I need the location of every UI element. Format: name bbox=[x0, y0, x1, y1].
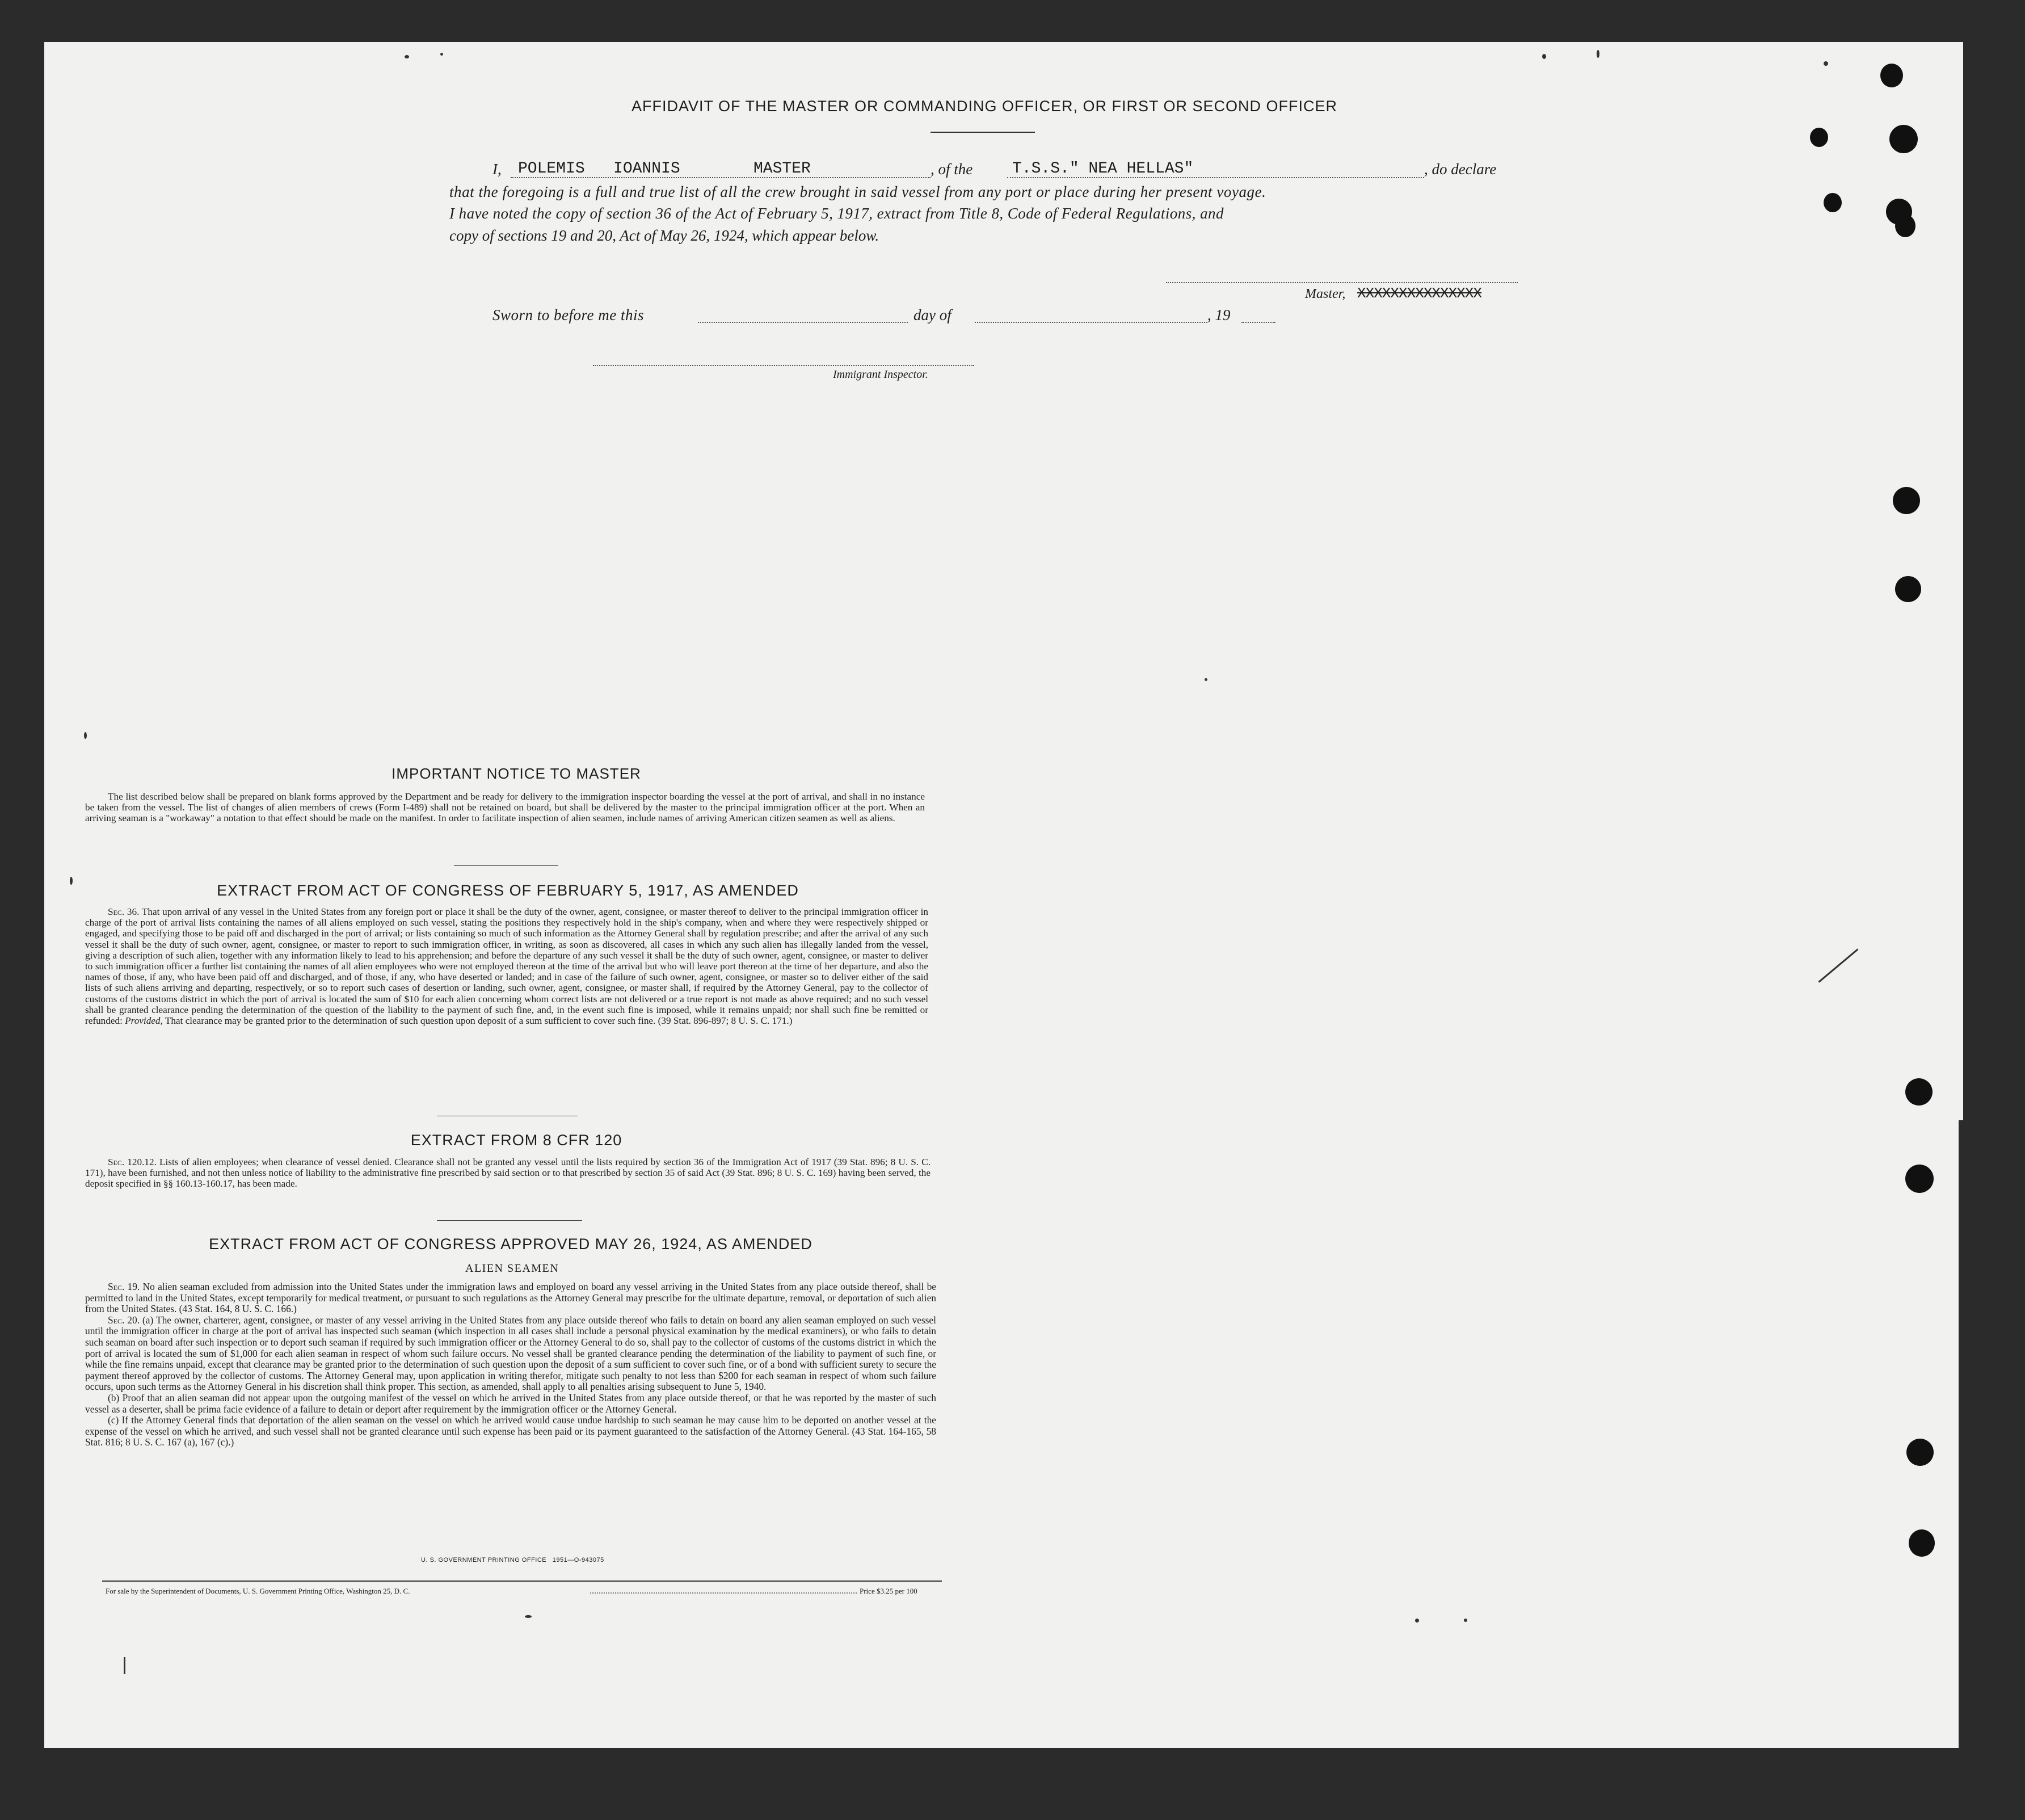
punch-hole bbox=[1906, 1439, 1934, 1466]
punch-hole bbox=[1880, 64, 1903, 87]
extract-1924-heading: EXTRACT FROM ACT OF CONGRESS APPROVED MAY 26, 1924, AS AMENDED bbox=[209, 1235, 812, 1252]
section-20c-text: (c) If the Attorney General finds that deportation of the alien seaman on the vessel on which he arrived would cause undue hardship to such seaman he may cause him to be deported on another vessel at the expense of the vessel on which he arrived, and such vessel shall not be granted clearance until such expense has been paid or its payment guaranteed to the satisfaction of the Attorney General. (43 Stat. 164-165, 58 Stat. 816; 8 U. S. C. 167 (a), 167 (c).) bbox=[85, 1414, 936, 1448]
speck bbox=[440, 53, 443, 56]
punch-hole bbox=[1905, 1078, 1933, 1106]
master-signature-line bbox=[1166, 282, 1518, 283]
punch-hole bbox=[1909, 1529, 1935, 1557]
section-120-label: Sec. 120.12. bbox=[108, 1157, 157, 1167]
extract-1917-text bbox=[85, 906, 928, 1026]
section-120-text: Lists of alien employees; when clearance of vessel denied. Clearance shall not be granted any vessel until the lists required by section 36 of the Immigration Act of 1917 (39 Stat. 896; 8 U. S. C. 171), have been furnished, and not then unless notice of liability to the administrative fine prescribed by said section or to that prescribed by section 35 of said Act (39 Stat. 896; 8 U. S. C. 169) having been served, the deposit specified in §§ 160.13-160.17, has been made. bbox=[85, 1157, 931, 1189]
inspector-label: Immigrant Inspector. bbox=[833, 368, 928, 381]
punch-hole bbox=[1824, 193, 1842, 212]
sale-notice: For sale by the Superintendent of Documents, U. S. Government Printing Office, Washington 25, D. C. bbox=[106, 1587, 410, 1595]
alien-seamen-subheading: ALIEN SEAMEN bbox=[465, 1262, 559, 1275]
inspector-signature-line bbox=[593, 365, 974, 366]
extract-cfr-divider bbox=[437, 1220, 582, 1221]
speck bbox=[70, 877, 73, 885]
speck bbox=[1597, 50, 1599, 58]
punch-hole bbox=[1893, 487, 1920, 514]
notice-paragraph: The list described below shall be prepared on blank forms approved by the Department and be ready for delivery to the immigration inspector boarding the vessel at the port of arrival, and shall in no instance be taken from the vessel. The list of changes of alien members of crews (Form I-489) shall not be retained on board, but shall be delivered by the master to the principal immigration officer at the port. When an arriving seaman is a "workaway" a notation to that effect should be made on the manifest. In order to facilitate inspection of alien seamen, include names of arriving American citizen seamen as well as aliens. bbox=[85, 791, 925, 824]
of-the-text: , of the bbox=[931, 161, 973, 178]
extract-cfr-heading: EXTRACT FROM 8 CFR 120 bbox=[410, 1132, 622, 1149]
affidavit-title: AFFIDAVIT OF THE MASTER OR COMMANDING OFFICER, OR FIRST OR SECOND OFFICER bbox=[631, 98, 1338, 115]
do-declare-text: , do declare bbox=[1424, 161, 1497, 178]
proviso-label: Provided, bbox=[125, 1015, 163, 1027]
sworn-month-line bbox=[975, 322, 1207, 323]
sale-leader-dots bbox=[590, 1592, 857, 1594]
speck bbox=[124, 1657, 125, 1674]
section-36-text-end: That clearance may be granted prior to the determination of such question upon deposit of a sum sufficient to cover such fine. (39 Stat. 896-897; 8 U. S. C. 171.) bbox=[165, 1015, 793, 1027]
sworn-day-line bbox=[698, 322, 908, 323]
speck bbox=[1205, 678, 1207, 681]
vessel-line bbox=[1007, 177, 1424, 178]
notice-text bbox=[85, 791, 925, 824]
speck bbox=[405, 55, 409, 58]
extract-1917-heading: EXTRACT FROM ACT OF CONGRESS OF FEBRUARY 5, 1917, AS AMENDED bbox=[217, 882, 799, 899]
section-36-label: Sec. 36. bbox=[108, 906, 140, 917]
section-19-label: Sec. 19. bbox=[108, 1281, 140, 1292]
section-20-label: Sec. 20. bbox=[108, 1314, 140, 1326]
footer-rule bbox=[102, 1581, 942, 1582]
speck bbox=[84, 732, 87, 739]
section-36-text: That upon arrival of any vessel in the United States from any foreign port or place it shall be the duty of the owner, agent, consignee, or master thereof to deliver to the principal immigration officer in charge of the port of arrival lists containing the names of all aliens employed on such vessel, stating the positions they respectively hold in the ship's company, when and where they were respectively shipped or engaged, and specifying those to be paid off and discharged in the port of arrival; or lists containing so much of such information as the Attorney General shall by regulation prescribe; and after the arrival of any such vessel it shall be the duty of such owner, agent, consignee, or master to report to such immigration officer, in writing, as soon as discovered, all cases in which any such alien has illegally landed from the vessel, giving a description of such alien, together with any information likely to lead to his apprehension; and before the departure of any such vessel it shall be the duty of such owner, agent, consignee, or master to deliver to such immigration officer a further list containing the names of all alien employees who were not employed thereon at the time of the arrival but who will leave port thereon at the time of her departure, and also the names of those, if any, who have been paid off and discharged, and of those, if any, who have deserted or landed; and in case of the failure of such owner, agent, consignee, or master so to deliver either of the said lists of such aliens arriving and departing, respectively, or so to report such cases of desertion or landing, such owner, agent, consignee, or master shall, if required by the Attorney General, pay to the collector of customs of the customs district in which the port of arrival is located the sum of $10 for each alien concerning whom correct lists are not delivered or a true report is not made as above required; and no such vessel shall be granted clearance pending the determination of the question of the liability to the payment of such fine, and, in the event such fine is imposed, while it remains unpaid; nor shall such fine be remitted or refunded: bbox=[85, 906, 928, 1027]
printer-imprint: U. S. GOVERNMENT PRINTING OFFICE 1951—O-943075 bbox=[421, 1557, 604, 1563]
notice-divider bbox=[454, 865, 558, 866]
affidavit-line-4: copy of sections 19 and 20, Act of May 26, 1924, which appear below. bbox=[449, 227, 879, 244]
declarant-i: I, bbox=[492, 161, 502, 178]
sworn-text: Sworn to before me this bbox=[492, 306, 644, 323]
speck bbox=[1542, 54, 1546, 59]
year-text: , 19 bbox=[1207, 306, 1231, 323]
speck bbox=[1464, 1619, 1467, 1622]
vessel-name[interactable]: T.S.S." NEA HELLAS" bbox=[1012, 160, 1194, 178]
declarant-name[interactable]: POLEMIS IOANNIS bbox=[518, 160, 680, 178]
punch-hole bbox=[1895, 576, 1921, 602]
notice-heading: IMPORTANT NOTICE TO MASTER bbox=[391, 765, 641, 782]
page-edge-strip bbox=[1959, 42, 1963, 1120]
extract-cfr-text bbox=[85, 1157, 931, 1189]
master-signature-typed[interactable]: XXXXXXXXXXXXXXX bbox=[1357, 285, 1482, 302]
extract-1924-text bbox=[85, 1281, 936, 1448]
affidavit-line-2: that the foregoing is a full and true list of all the crew brought in said vessel from any port or place during her present voyage. bbox=[449, 183, 1266, 200]
master-label: Master, bbox=[1305, 287, 1346, 301]
declarant-rank[interactable]: MASTER bbox=[753, 160, 811, 178]
title-divider bbox=[931, 132, 1035, 133]
section-20b-text: (b) Proof that an alien seaman did not appear upon the outgoing manifest of the vessel on which he arrived in the United States from any place outside thereof, or that he was reported by the master of such vessel as a deserter, shall be prima facie evidence of a failure to detain or deport after requirement by the immigration officer or the Attorney General. bbox=[85, 1392, 936, 1415]
speck bbox=[525, 1615, 532, 1618]
affidavit-line-3: I have noted the copy of section 36 of the Act of February 5, 1917, extract from Title 8, Code of Federal Regulations, and bbox=[449, 205, 1224, 222]
day-of-text: day of bbox=[913, 306, 952, 323]
name-line bbox=[511, 177, 931, 178]
punch-hole bbox=[1895, 215, 1915, 237]
section-20a-text: (a) The owner, charterer, agent, consignee, or master of any vessel arriving in the United States from any place outside thereof who fails to detain on board any alien seaman employed on such vessel until the immigration officer in charge at the port of arrival has inspected such seaman (which inspection in all cases shall include a personal physical examination by the medical examiners), or who fails to detain such seaman on board after such inspection or to deport such seaman if required by such immigration officer or the Attorney General to do so, shall pay to the collector of customs of the customs district in which the port of arrival is located the sum of $1,000 for each alien seaman in respect of whom such failure occurs. No vessel shall be granted clearance pending the determination of the liability to payment of such fine, or while the fine remains unpaid, except that clearance may be granted prior to the determination of such question upon the deposit of a sum sufficient to cover such fine, or of a bond with sufficient surety to secure the payment thereof approved by the collector of customs. The Attorney General may, upon application in writing therefor, mitigate such penalty to not less than $200 for each seaman in respect of whom such failure occurs, upon such terms as the Attorney General in his discretion shall think proper. This section, as amended, shall apply to all penalties arising subsequent to June 5, 1940. bbox=[85, 1314, 936, 1393]
punch-hole bbox=[1905, 1165, 1934, 1193]
speck bbox=[1415, 1619, 1419, 1623]
price-notice: Price $3.25 per 100 bbox=[860, 1587, 917, 1595]
punch-hole bbox=[1889, 125, 1918, 153]
year-line bbox=[1241, 322, 1275, 323]
punch-hole bbox=[1810, 128, 1828, 147]
speck bbox=[1824, 61, 1828, 66]
section-19-text: No alien seaman excluded from admission into the United States under the immigration laws and employed on board any vessel arriving in the United States from any place outside thereof, shall be permitted to land in the United States, except temporarily for medical treatment, or pursuant to such regulations as the Attorney General may prescribe for the ultimate departure, removal, or deportation of such alien from the United States. (43 Stat. 164, 8 U. S. C. 166.) bbox=[85, 1281, 936, 1315]
